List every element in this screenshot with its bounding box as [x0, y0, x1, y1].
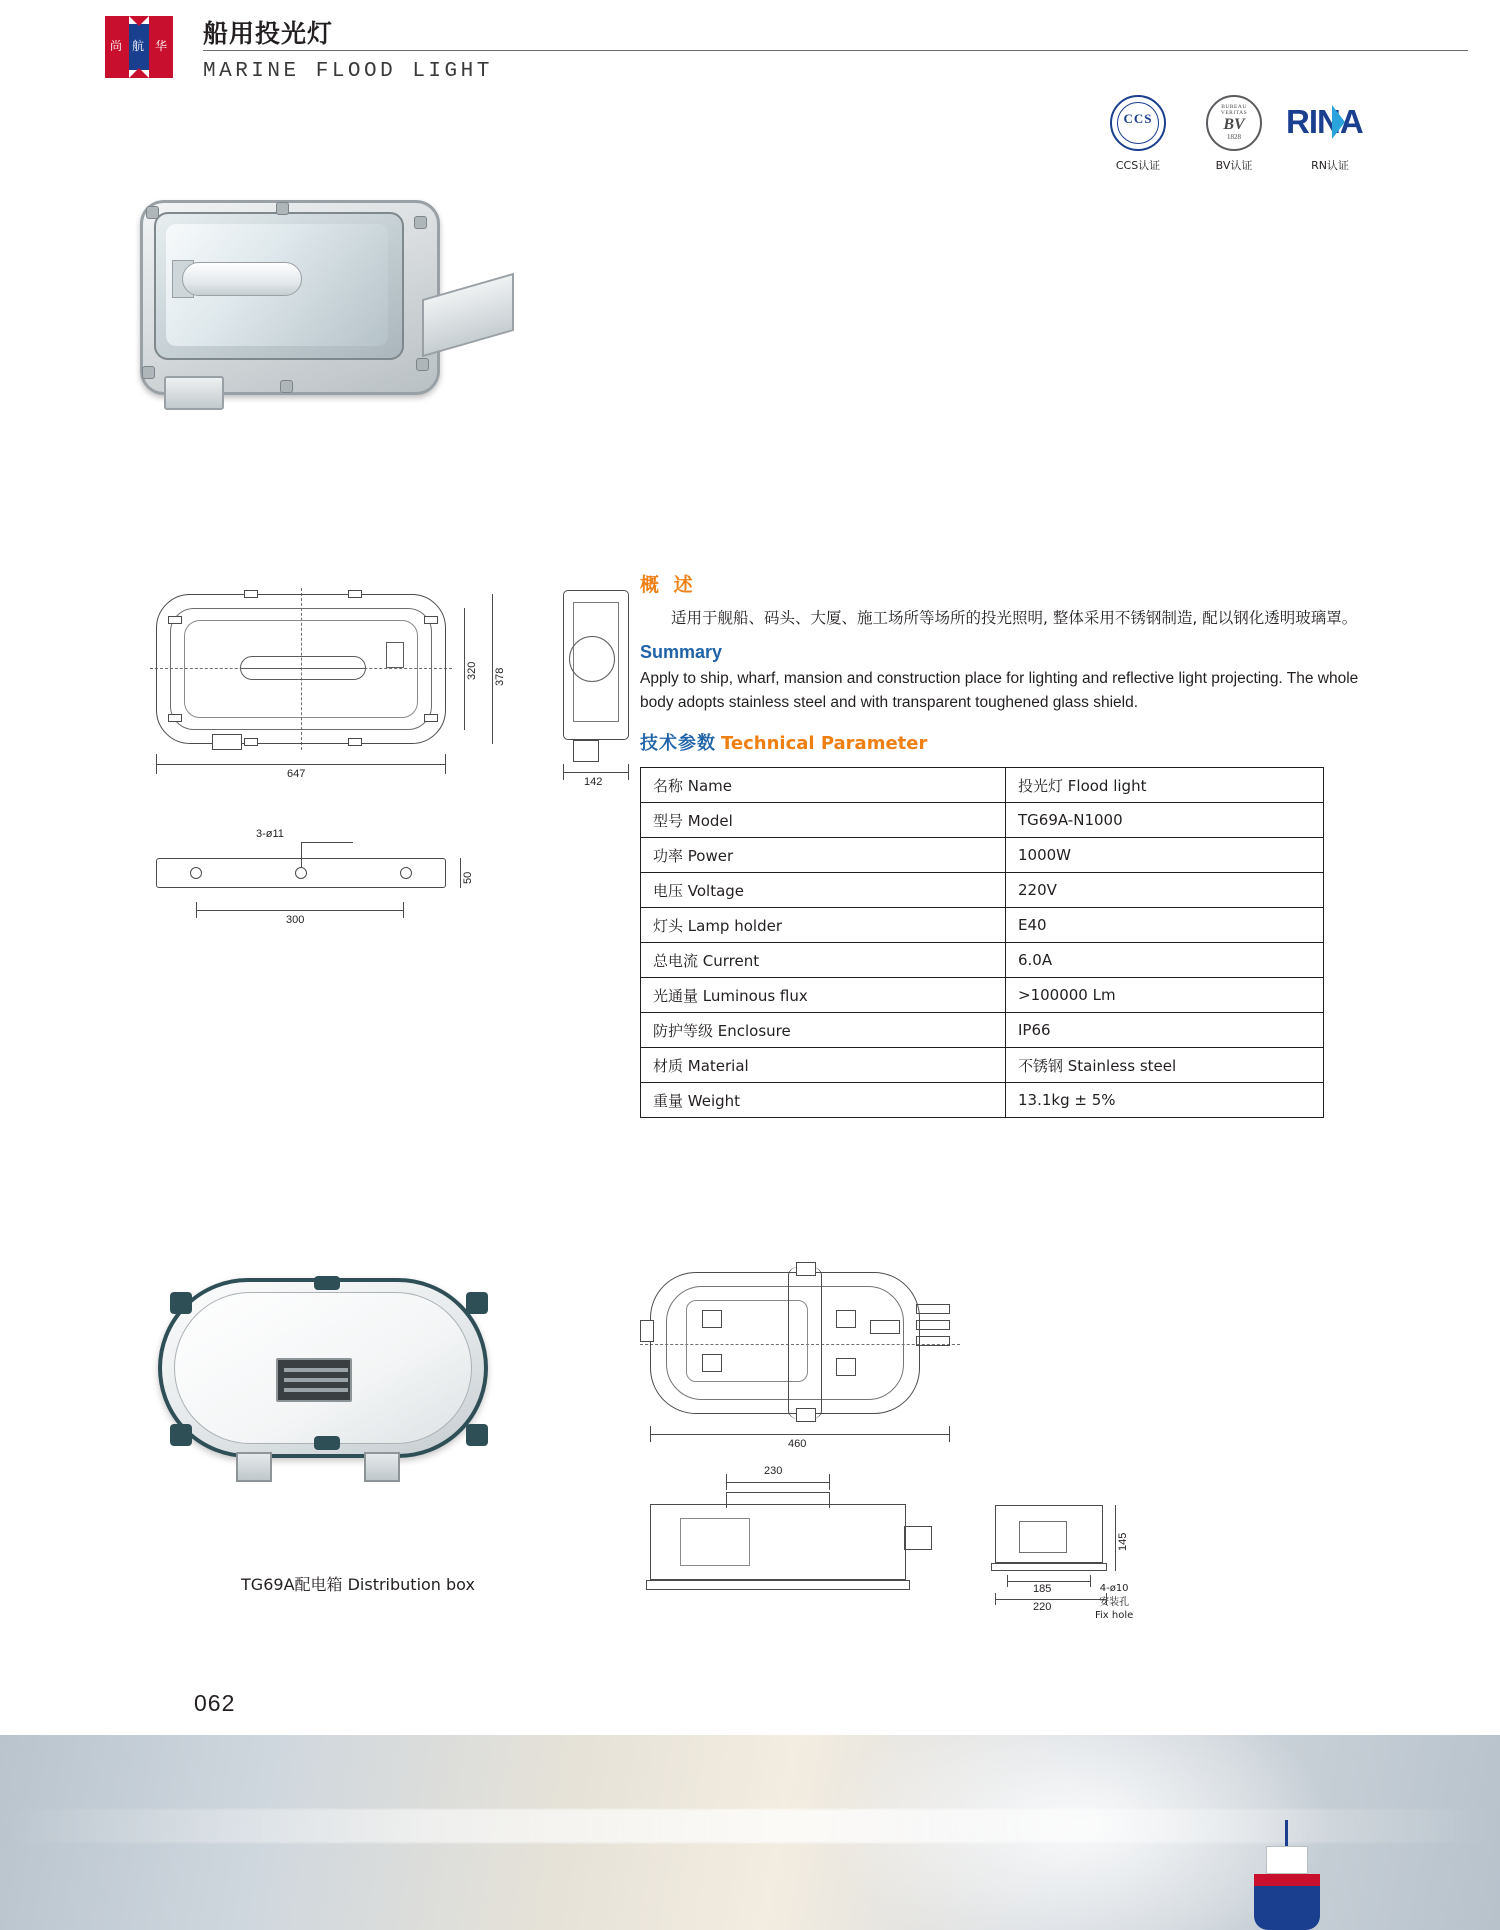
ccs-cert-caption: CCS认证: [1115, 159, 1161, 172]
table-row: [641, 768, 1324, 803]
ccs-mark-text: CCS: [1123, 111, 1153, 126]
tech-param-heading: [640, 729, 1380, 755]
spec-key: 材质 Material: [641, 1048, 1006, 1083]
drawing-front-view: [148, 588, 506, 780]
technical-parameter-table: [640, 767, 1324, 1118]
dim-box-side-height: 145: [1117, 1532, 1129, 1551]
dim-plate-width: 300: [286, 914, 305, 926]
table-row: [641, 1083, 1324, 1118]
drawing-box-top-view: [640, 1262, 980, 1450]
page-header: [105, 8, 1400, 88]
spec-key: 型号 Model: [641, 803, 1006, 838]
spec-key: 总电流 Current: [641, 943, 1006, 978]
ship-icon: [1254, 1820, 1320, 1930]
bv-cert-caption: BV认证: [1215, 159, 1253, 172]
dim-front-outer-height: 378: [494, 667, 506, 686]
distribution-box-caption: TG69A配电箱 Distribution box: [241, 1575, 475, 1594]
rina-swoosh-icon: [1332, 105, 1345, 139]
spec-key: 重量 Weight: [641, 1083, 1006, 1118]
fix-hole-label-cn: 安装孔: [1099, 1596, 1130, 1608]
dim-front-inner-height: 320: [466, 661, 478, 680]
bv-top-text: BUREAU VERITAS: [1220, 104, 1248, 116]
dim-box-side-outer-width: 220: [1033, 1601, 1052, 1613]
description-block: [640, 570, 1380, 1118]
summary-heading-en: Summary: [640, 642, 723, 663]
spec-key: 名称 Name: [641, 768, 1006, 803]
logo-char-2: 航: [132, 39, 145, 53]
bv-mark-text: BV: [1223, 116, 1245, 133]
spec-value: 6.0A: [1006, 943, 1324, 978]
spec-value: IP66: [1006, 1013, 1324, 1048]
summary-body-en: Apply to ship, wharf, mansion and construction place for lighting and reflective light projecting. The whole body adopts stainless steel and with transparent toughened glass shield.: [640, 670, 1359, 712]
footer-image-band: [0, 1735, 1500, 1930]
drawing-box-front-view: [640, 1465, 940, 1620]
spec-value: E40: [1006, 908, 1324, 943]
product-photo-distribution-box: [148, 1270, 528, 1510]
fix-hole-spec: 4-ø10: [1099, 1583, 1129, 1594]
spec-value: TG69A-N1000: [1006, 803, 1324, 838]
spec-key: 灯头 Lamp holder: [641, 908, 1006, 943]
spec-value: 13.1kg ± 5%: [1006, 1083, 1324, 1118]
spec-value: >100000 Lm: [1006, 978, 1324, 1013]
dim-plate-hole-spec: 3-ø11: [256, 828, 284, 840]
rina-mark-text: RINA: [1286, 103, 1363, 140]
bv-year-text: 1828: [1227, 133, 1241, 141]
spec-value: 不锈钢 Stainless steel: [1006, 1048, 1324, 1083]
certification-logos: [1090, 95, 1400, 175]
spec-key: 电压 Voltage: [641, 873, 1006, 908]
table-row: [641, 1048, 1324, 1083]
dim-box-top-width: 460: [788, 1438, 807, 1450]
tech-param-heading-en: Technical Parameter: [721, 733, 928, 755]
logo-char-3: 华: [155, 39, 168, 53]
dim-side-depth: 142: [584, 776, 603, 788]
table-row: [641, 803, 1324, 838]
spec-value: 投光灯 Flood light: [1006, 768, 1324, 803]
tech-param-heading-cn: 技术参数: [640, 733, 716, 755]
page-number: 062: [194, 1690, 236, 1716]
spec-value: 1000W: [1006, 838, 1324, 873]
spec-value: 220V: [1006, 873, 1324, 908]
fix-hole-label-en: Fix hole: [1095, 1610, 1134, 1621]
dim-front-width: 647: [287, 768, 306, 780]
summary-heading-cn: 概 述: [640, 574, 697, 596]
dim-box-front-width: 230: [764, 1465, 783, 1477]
company-logo-icon: [105, 16, 173, 78]
product-photo-flood-light: [130, 190, 530, 430]
table-row: [641, 838, 1324, 873]
table-row: [641, 978, 1324, 1013]
table-row: [641, 873, 1324, 908]
fix-hole-note: [1095, 1582, 1133, 1623]
spec-key: 功率 Power: [641, 838, 1006, 873]
table-row: [641, 908, 1324, 943]
logo-char-1: 尚: [110, 39, 123, 53]
drawing-mount-plate: [148, 828, 478, 940]
table-row: [641, 1013, 1324, 1048]
summary-body-cn: 适用于舰船、码头、大厦、施工场所等场所的投光照明, 整体采用不锈钢制造, 配以钢化透明玻璃罩。: [671, 609, 1358, 627]
page-title-en: MARINE FLOOD LIGHT: [203, 60, 493, 83]
table-row: [641, 943, 1324, 978]
rina-cert-caption: RN认证: [1311, 159, 1349, 172]
terminal-block-icon: [916, 1304, 950, 1362]
dim-plate-height: 50: [462, 871, 474, 884]
spec-key: 防护等级 Enclosure: [641, 1013, 1006, 1048]
dim-box-side-inner-width: 185: [1033, 1583, 1052, 1595]
header-divider: [203, 50, 1468, 51]
spec-key: 光通量 Luminous flux: [641, 978, 1006, 1013]
page-title-cn: 船用投光灯: [203, 19, 334, 48]
